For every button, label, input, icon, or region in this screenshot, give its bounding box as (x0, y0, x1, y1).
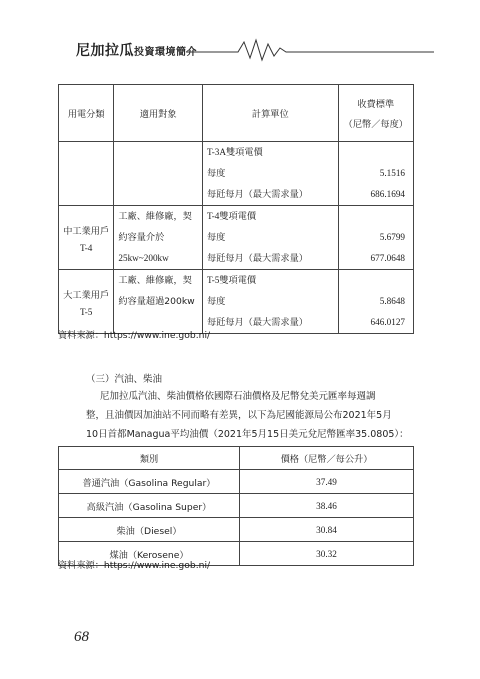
target-line: 約容量介於 (118, 232, 165, 243)
cell-fee (338, 142, 413, 206)
category-name: 大工業用戶 (63, 289, 110, 301)
table-row (59, 206, 414, 270)
header-title (76, 40, 197, 60)
header-fee-line1: 收費標準 (357, 99, 395, 110)
table-header-row (59, 447, 414, 470)
category-code: T-4 (79, 242, 93, 253)
fuel-price: 30.32 (240, 542, 414, 566)
header-title-sub: 投資環境簡介 (134, 47, 197, 58)
target-line: 約容量超過200kw (118, 296, 195, 307)
source-note-fuel: 資料來源：https://www.ine.gob.ni/ (58, 560, 211, 571)
cell-target (114, 206, 203, 270)
source-note-electricity: 資料來源：https://www.ine.gob.ni/ (58, 330, 211, 341)
table-row (59, 494, 414, 518)
fuel-price: 38.46 (240, 494, 414, 518)
fuel-type: 普通汽油（Gasolina Regular） (59, 470, 240, 494)
energy-value: 5.6799 (379, 232, 405, 242)
fuel-price: 30.84 (240, 518, 414, 542)
cell-target-empty (114, 142, 203, 206)
cell-category (59, 270, 114, 334)
header-fuel-type: 類別 (59, 447, 240, 470)
paragraph-line: 10日首都Managua平均油價（2021年5月15日美元兌尼幣匯率35.0805）： (86, 429, 409, 440)
cell-category (59, 206, 114, 270)
cell-target (114, 270, 203, 334)
demand-value: 686.1694 (370, 189, 405, 199)
page-number: 68 (74, 629, 89, 645)
fuel-type: 煤油（Kerosene） (59, 542, 240, 566)
tariff-name: T-4雙項電價 (206, 211, 257, 221)
table-row (59, 270, 414, 334)
header-fuel-price: 價格（尼幣／每公升） (240, 447, 414, 470)
energy-label: 每度 (206, 232, 226, 243)
category-name: 中工業用戶 (63, 225, 110, 237)
tariff-name: T-3A雙項電價 (206, 147, 263, 157)
cell-unit (202, 270, 338, 334)
fuel-price: 37.49 (240, 470, 414, 494)
energy-value: 5.8648 (379, 296, 405, 306)
demand-label: 每瓩每月（最大需求量） (206, 189, 308, 200)
electricity-tariff-table (58, 84, 414, 334)
category-code: T-5 (79, 306, 93, 317)
energy-value: 5.1516 (379, 168, 405, 178)
energy-label: 每度 (206, 296, 226, 307)
header-fee (338, 85, 413, 142)
cell-category-empty (59, 142, 114, 206)
cell-fee (338, 270, 413, 334)
section-title: （三）汽油、柴油 (86, 374, 163, 385)
target-line: 工廠、維修廠，契 (118, 211, 192, 222)
paragraph-line: 整，且油價因加油站不同而略有差異，以下為尼國能源局公布2021年5月 (86, 410, 392, 421)
table-header-row (59, 85, 414, 142)
header-target: 適用對象 (114, 85, 203, 142)
cell-unit (202, 206, 338, 270)
header-unit: 計算單位 (202, 85, 338, 142)
table-row (59, 518, 414, 542)
target-line: 25kw~200kw (118, 253, 169, 263)
cell-fee (338, 206, 413, 270)
paragraph-line: 尼加拉瓜汽油、柴油價格依國際石油價格及尼幣兌美元匯率每週調 (100, 391, 376, 402)
header-category: 用電分類 (59, 85, 114, 142)
pulse-wave-decoration (186, 36, 436, 62)
fuel-type: 高級汽油（Gasolina Super） (59, 494, 240, 518)
header-fee-line2: （尼幣／每度） (343, 119, 408, 130)
cell-unit (202, 142, 338, 206)
demand-value: 677.0648 (370, 253, 405, 263)
demand-label: 每瓩每月（最大需求量） (206, 317, 308, 328)
energy-label: 每度 (206, 168, 226, 179)
table-row (59, 470, 414, 494)
demand-value: 646.0127 (370, 317, 405, 327)
tariff-name: T-5雙項電價 (206, 275, 257, 285)
target-line: 工廠、維修廠，契 (118, 275, 192, 286)
demand-label: 每瓩每月（最大需求量） (206, 253, 308, 264)
header-title-main: 尼加拉瓜 (76, 43, 134, 59)
table-row (59, 142, 414, 206)
fuel-price-table (58, 446, 414, 566)
fuel-type: 柴油（Diesel） (59, 518, 240, 542)
